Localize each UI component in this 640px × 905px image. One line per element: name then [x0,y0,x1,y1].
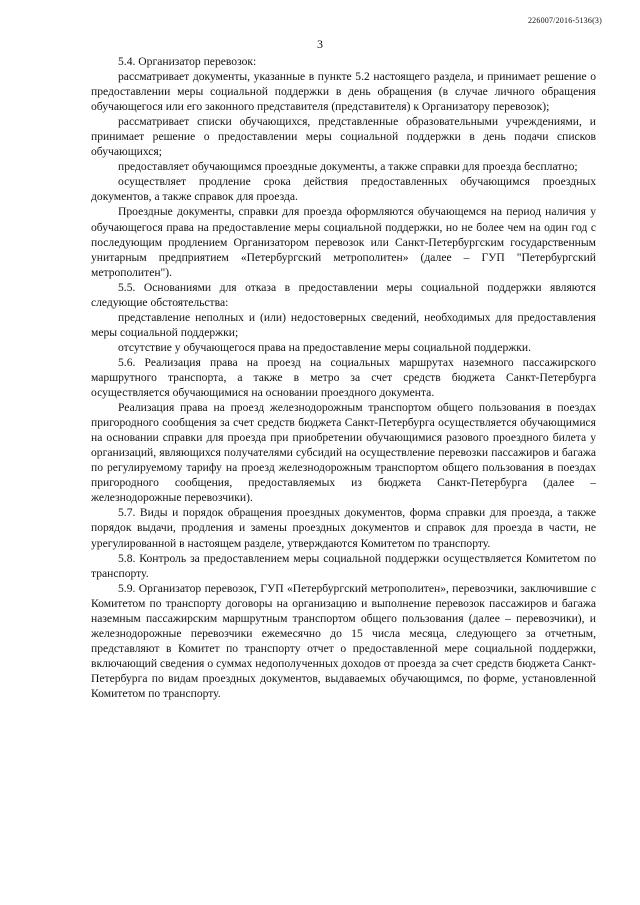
paragraph-travel-documents: Проездные документы, справки для проезда оформляются обучающемся на период наличия у обучающегося права на предоставление меры социальной поддержки, но не более чем на один год с последующим продлением Организатором перевозок или Санкт-Петербургским государственным унитарным предприятием «Петербургский метрополитен» (далее – ГУП "Петербургский метрополитен"). [91,205,596,279]
paragraph-5-9-reporting: 5.9. Организатор перевозок, ГУП «Петербургский метрополитен», перевозчики, заключившие с Комитетом по транспорту договоры на организацию и выполнение перевозок пассажиров и багажа наземным пассажирским маршрутным транспортом общего пользования (далее – перевозчики), и железнодорожные перевозчики ежемесячно до 15 числа месяца, следующего за отчетным, представляют в Комитет по транспорту отчет о предоставленной мере социальной поддержки, включающий сведения о суммах недополученных доходов от проезда за счет средств бюджета Санкт-Петербурга по видам проездных документов, выдаваемых обучающимся, по форме, установленной Комитетом по транспорту. [91,581,596,700]
paragraph-5-5-refusal: 5.5. Основаниями для отказа в предоставлении меры социальной поддержки являются следующие обстоятельства: [91,280,596,309]
page-number: 3 [317,37,323,51]
paragraph-5-4-heading: 5.4. Организатор перевозок: [118,55,257,68]
paragraph-no-right: отсутствие у обучающегося права на предоставление меры социальной поддержки. [118,340,532,354]
document-number: 226007/2016-5136(3) [527,16,602,25]
paragraph-incomplete-info: представление неполных и (или) недостоверных сведений, необходимых для предоставления меры социальной поддержки; [91,310,596,339]
paragraph-5-8-control: 5.8. Контроль за предоставлением меры социальной поддержки осуществляется Комитетом по транспорту. [91,551,596,580]
paragraph-reviews-documents: рассматривает документы, указанные в пункте 5.2 настоящего раздела, и принимает решение о предоставлении меры социальной поддержки в день обращения (в случае личного обращения обучающегося или его законного представителя (представителя) к Организатору перевозок); [91,70,596,114]
paragraph-extends-validity: осуществляет продление срока действия предоставленных обучающимся проездных документов, а также справок для проезда. [91,175,596,204]
paragraph-railway-transport: Реализация права на проезд железнодорожным транспортом общего пользования в поездах пригородного сообщения за счет средств бюджета Санкт-Петербурга осуществляется обучающимися на основании справки для проезда при приобретении обучающимися разового проездного билета у организаций, являющихся получателями субсидий на осуществление перевозки пассажиров и багажа по регулируемому тарифу на проезд железнодорожным транспортом общего пользования в поездах пригородного сообщения, предоставляемых из бюджета Санкт-Петербурга (далее – железнодорожные перевозчики). [91,401,596,505]
paragraph-provides-documents: предоставляет обучающимся проездные документы, а также справки для проезда бесплатно; [118,160,578,174]
paragraph-5-6-ground-transport: 5.6. Реализация права на проезд на социальных маршрутах наземного пассажирского маршрутного транспорта, а также в метро за счет средств бюджета Санкт-Петербурга осуществляется обучающимися на основании проездного документа. [91,355,596,400]
document-body [91,54,596,701]
paragraph-5-7-document-types: 5.7. Виды и порядок обращения проездных документов, форма справки для проезда, а также порядок выдачи, продления и замены проездных документов и справок для проезда в части, не урегулированной в настоящем разделе, утверждаются Комитетом по транспорту. [91,506,596,550]
paragraph-reviews-lists: рассматривает списки обучающихся, представленные образовательными учреждениями, и принимает решение о предоставлении меры социальной поддержки в день подачи списков обучающихся; [91,115,596,159]
